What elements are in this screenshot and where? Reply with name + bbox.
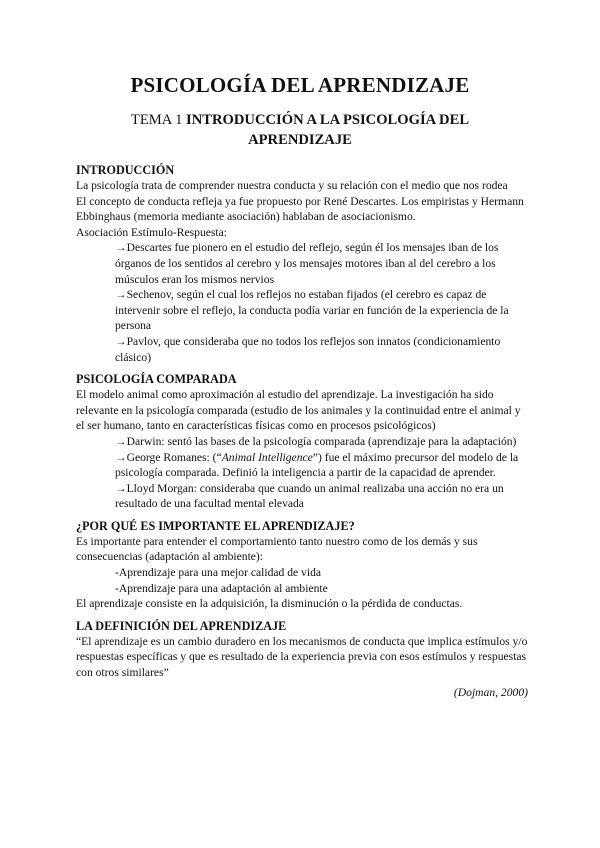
list-item <box>76 450 528 481</box>
document-title: PSICOLOGÍA DEL APRENDIZAJE <box>130 73 470 97</box>
section-definicion <box>76 618 528 700</box>
document-body <box>76 162 528 700</box>
section-heading: INTRODUCCIÓN <box>76 163 175 177</box>
section-importancia <box>76 518 528 612</box>
paragraph: Es importante para entender el comportamiento tanto nuestro como de los demás y sus consecuencias (adaptación al ambiente): <box>76 534 478 564</box>
book-title: Animal Intelligence <box>221 450 313 464</box>
list-item: -Aprendizaje para una adaptación al ambiente <box>115 581 328 595</box>
paragraph: Asociación Estímulo-Respuesta: <box>76 225 228 239</box>
list-item: →Descartes fue pionero en el estudio del reflejo, según él los mensajes iban de los órganos de los sentidos al cerebro y los mensajes motores iban al del cerebro a los músculos eran los mismos nervios <box>115 241 499 286</box>
section-psicologia-comparada <box>76 371 528 512</box>
subtitle-number: TEMA 1 <box>130 112 183 128</box>
romanes-rest: ”) fue el máximo precursor del modelo de la psicología comparada. Definió la inteligencia a partir de la capacidad de aprender. <box>115 450 519 480</box>
romanes-intro: →George Romanes: (“ <box>115 450 222 464</box>
paragraph: La psicología trata de comprender nuestra conducta y su relación con el medio que nos rodea <box>76 179 508 192</box>
section-heading: PSICOLOGÍA COMPARADA <box>76 372 237 387</box>
citation-text: (Dojman, 2000) <box>453 685 528 699</box>
list-item: →Pavlov, que consideraba que no todos los reflejos son innatos (condicionamiento clásico) <box>115 334 501 364</box>
list-item: -Aprendizaje para una mejor calidad de vida <box>115 566 322 580</box>
paragraph: El concepto de conducta refleja ya fue propuesto por René Descartes. Los empiristas y Hermann Ebbinghaus (memoria mediante asociación) hablaban de asociacionismo. <box>76 194 524 224</box>
section-heading: LA DEFINICIÓN DEL APRENDIZAJE <box>76 618 287 633</box>
list-item: →Darwin: sentó las bases de la psicología comparada (aprendizaje para la adaptación) <box>115 434 517 448</box>
list-item: →Lloyd Morgan: consideraba que cuando un animal realizaba una acción no era un resultado de una facultad mental elevada <box>115 481 504 511</box>
definition-quote: “El aprendizaje es un cambio duradero en los mecanismos de conducta que implica estímulos y/o respuestas específicas y que es resultado de la experiencia previa con esos estímulos y respuestas con otros similares” <box>76 634 528 680</box>
subtitle-text: INTRODUCCIÓN A LA PSICOLOGÍA DEL APRENDIZAJE <box>186 112 470 148</box>
list-item: →Sechenov, según el cual los reflejos no estaban fijados (el cerebro es capaz de intervenir sobre el reflejo, la conducta podía variar en función de la experiencia de la persona <box>115 288 509 333</box>
document-subtitle <box>110 110 490 150</box>
citation <box>76 685 528 701</box>
section-heading: ¿POR QUÉ ES IMPORTANTE EL APRENDIZAJE? <box>76 518 355 533</box>
section-introduccion <box>76 162 528 365</box>
paragraph: El aprendizaje consiste en la adquisición, la disminución o la pérdida de conductas. <box>76 597 463 611</box>
paragraph: El modelo animal como aproximación al estudio del aprendizaje. La investigación ha sido relevante en la psicología comparada (estudio de los animales y la continuidad entre el animal y el ser humano, tanto en características físicas como en procesos psicológicos) <box>76 388 521 433</box>
